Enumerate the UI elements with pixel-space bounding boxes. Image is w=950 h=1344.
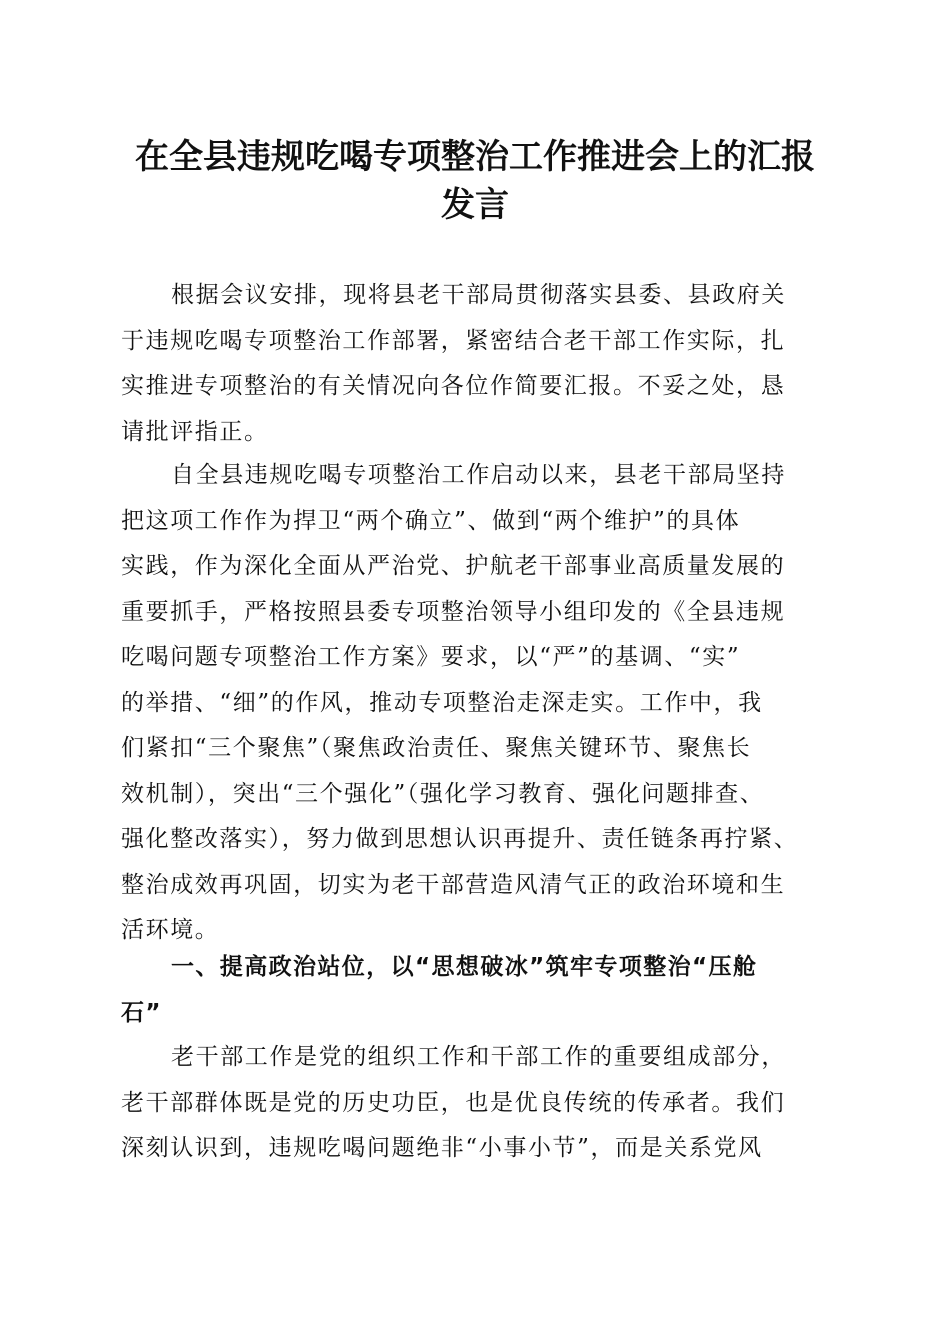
text-line: 老干部工作是党的组织工作和干部工作的重要组成部分， bbox=[171, 1044, 786, 1070]
text-line: 的举措、“细”的作风，推动专项整治走深走实。工作中，我 bbox=[121, 689, 763, 716]
text-line: 吃喝问题专项整治工作方案》要求，以“严”的基调、“实” bbox=[121, 644, 741, 670]
section-heading-1 bbox=[121, 945, 851, 1036]
text-line: 实践，作为深化全面从严治党、护航老干部事业高质量发展的 bbox=[121, 553, 786, 579]
text-line: 活环境。 bbox=[121, 917, 220, 943]
text-line: 效机制），突出“三个强化”（强化学习教育、强化问题排查、 bbox=[121, 780, 765, 807]
text-line: 重要抓手，严格按照县委专项整治领导小组印发的《全县违规 bbox=[121, 598, 786, 625]
text-line: 强化整改落实），努力做到思想认识再提升、责任链条再拧紧、 bbox=[121, 826, 799, 852]
paragraph-section-1 bbox=[121, 1035, 851, 1172]
paragraph-intro bbox=[121, 273, 851, 455]
document-title-line-1: 在全县违规吃喝专项整治工作推进会上的汇报 bbox=[135, 137, 815, 177]
paragraph-overview bbox=[121, 453, 851, 954]
text-line: 根据会议安排，现将县老干部局贯彻落实县委、县政府关 bbox=[171, 282, 786, 308]
text-line: 整治成效再巩固，切实为老干部营造风清气正的政治环境和生 bbox=[121, 871, 786, 898]
text-line: 请批评指正。 bbox=[121, 418, 269, 445]
heading-line: 石” bbox=[121, 999, 162, 1026]
text-line: 老干部群体既是党的历史功臣，也是优良传统的传承者。我们 bbox=[121, 1089, 786, 1116]
text-line: 于违规吃喝专项整治工作部署，紧密结合老干部工作实际，扎 bbox=[121, 327, 786, 354]
text-line: 深刻认识到，违规吃喝问题绝非“小事小节”，而是关系党风 bbox=[121, 1135, 763, 1161]
text-line: 把这项工作作为捍卫“两个确立”、做到“两个维护”的具体 bbox=[121, 507, 741, 534]
text-line: 们紧扣“三个聚焦”（聚焦政治责任、聚焦关键环节、聚焦长 bbox=[121, 735, 752, 761]
text-line: 实推进专项整治的有关情况向各位作简要汇报。不妥之处，恳 bbox=[121, 373, 786, 399]
heading-line: 一、提高政治站位，以“思想破冰”筑牢专项整治“压舱 bbox=[171, 954, 758, 980]
text-line: 自全县违规吃喝专项整治工作启动以来，县老干部局坚持 bbox=[171, 462, 786, 488]
document-title-line-2: 发言 bbox=[441, 185, 509, 225]
